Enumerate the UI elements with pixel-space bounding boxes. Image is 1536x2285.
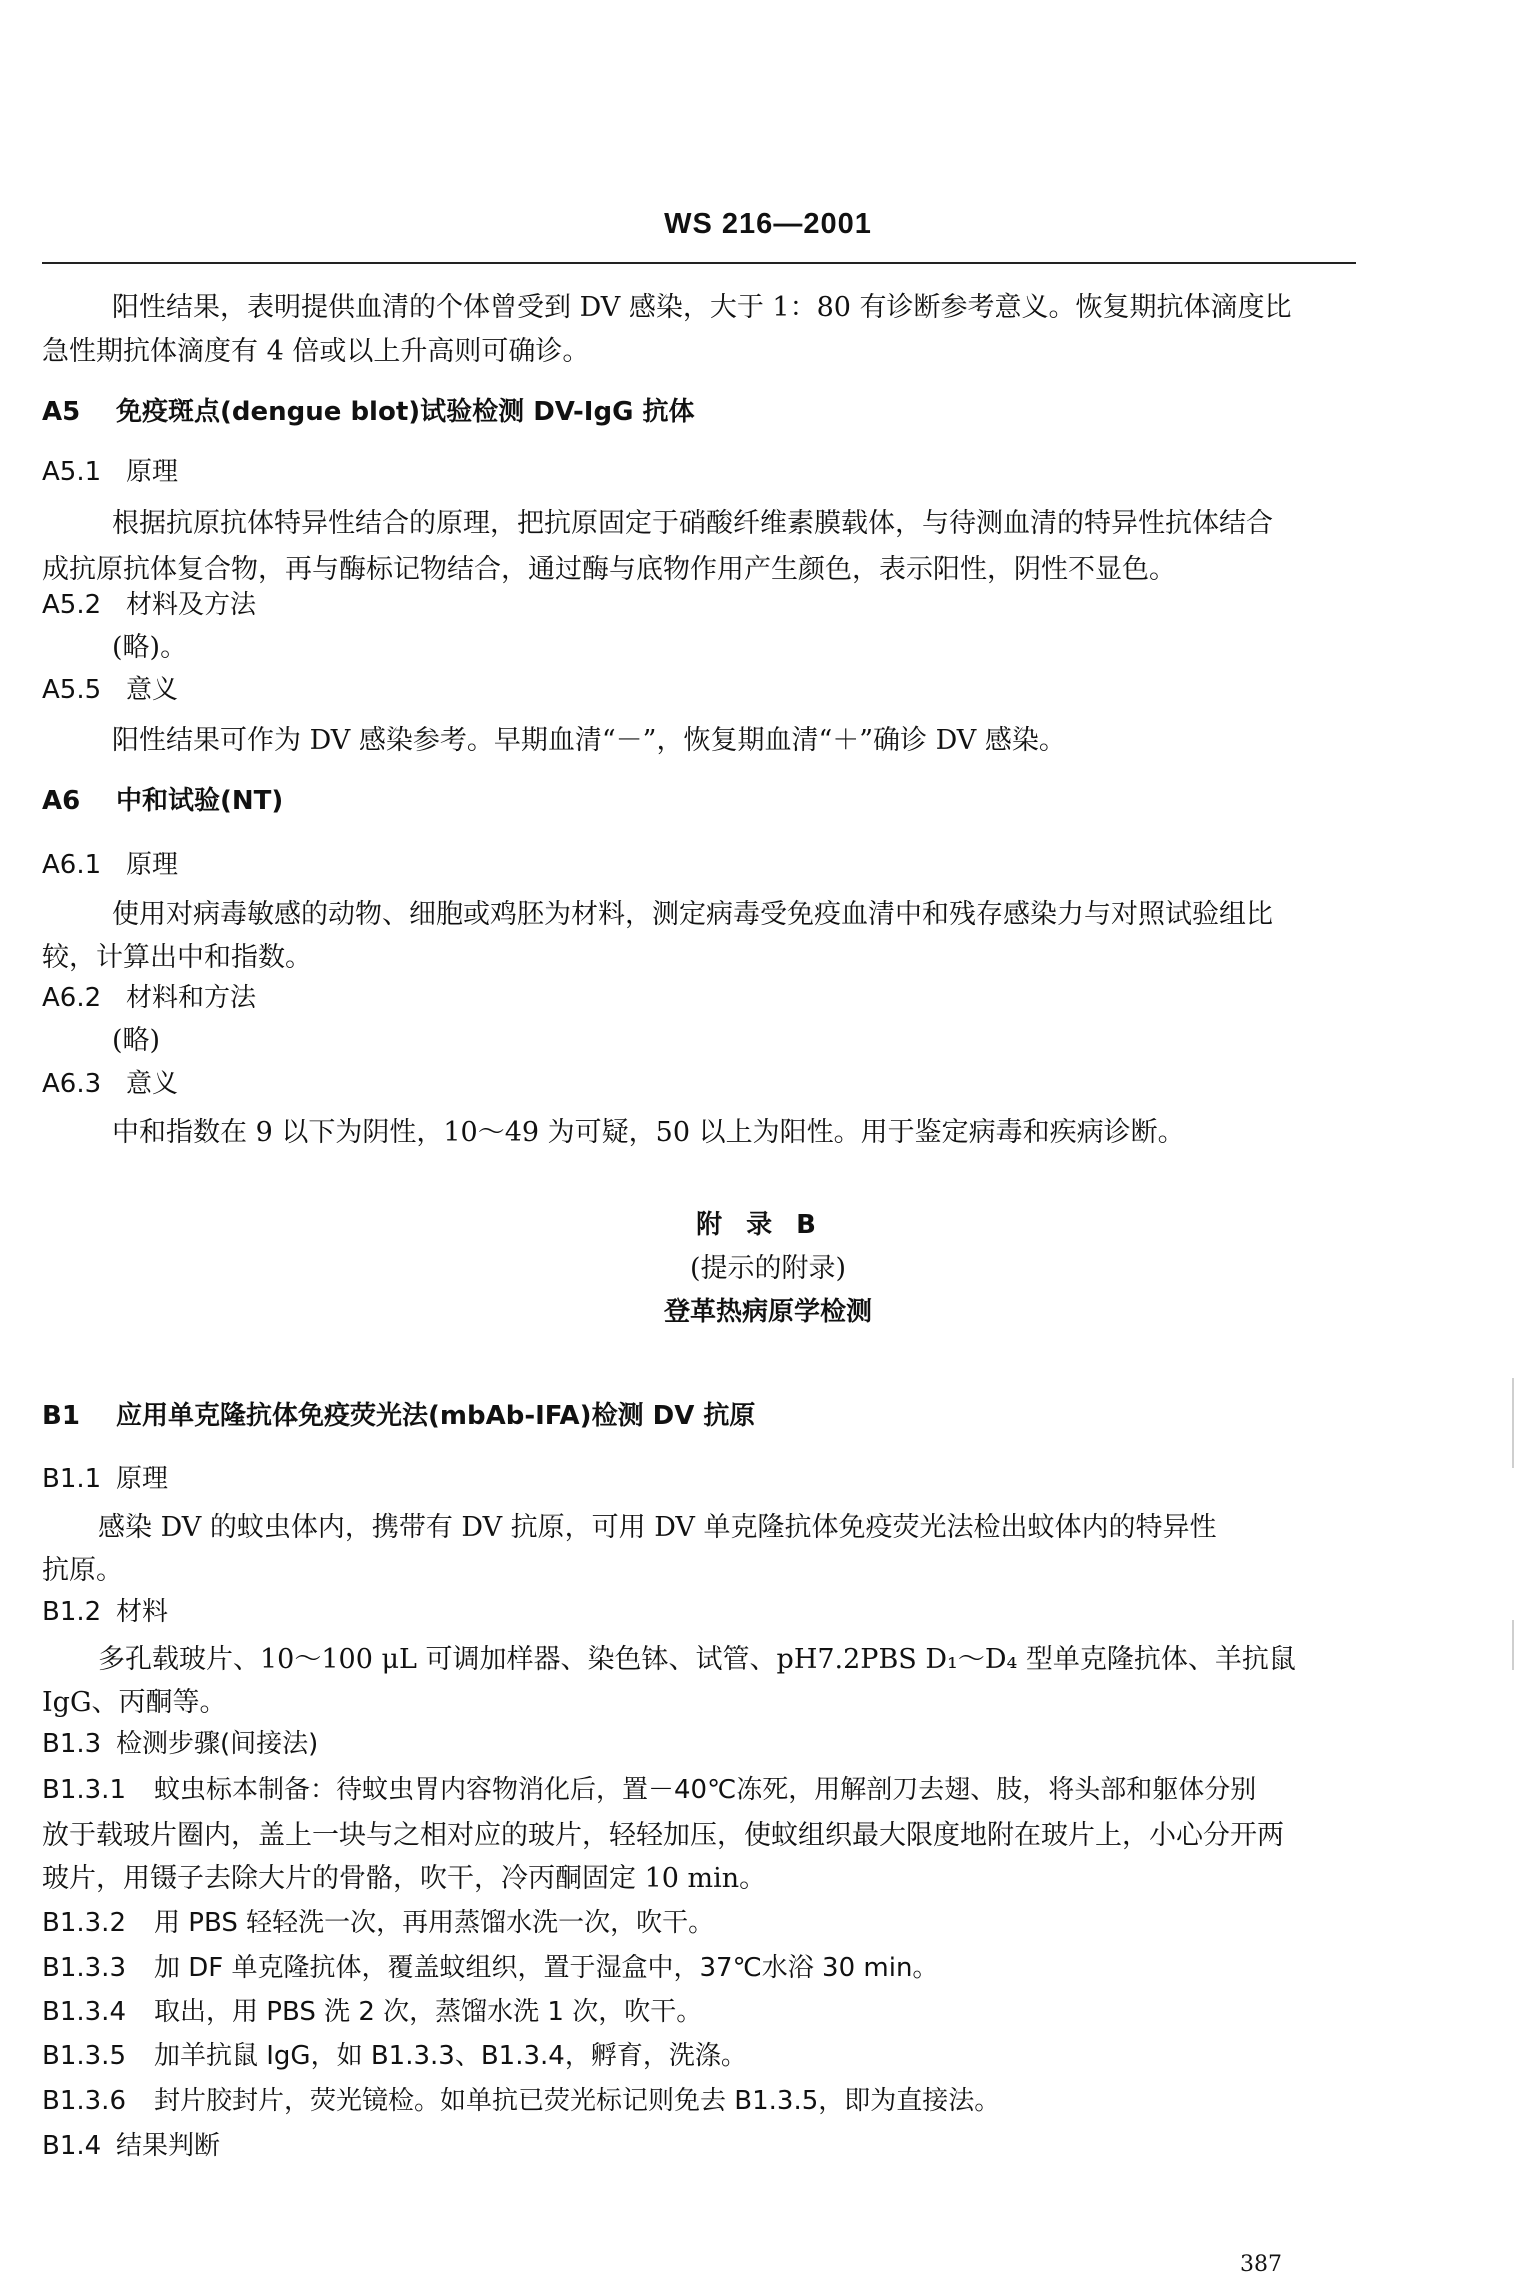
subsection-a5-1: [42, 454, 178, 490]
subsection-b1-1: [42, 1461, 168, 1497]
paragraph-line: 中和指数在 9 以下为阴性，10～49 为可疑，50 以上为阳性。用于鉴定病毒和疾病诊断。: [112, 1117, 1185, 1148]
subsection-title: 意义: [126, 675, 179, 705]
subsection-title: 结果判断: [116, 2131, 221, 2161]
paragraph-line: (略)。: [112, 632, 188, 663]
subsection-number: B1.3: [42, 1729, 102, 1759]
subsection-title: 原理: [126, 850, 179, 880]
subsection-a5-2: [42, 587, 256, 623]
step-b1-3-6: [42, 2083, 1000, 2119]
step-text: 用 PBS 轻轻洗一次，再用蒸馏水洗一次，吹干。: [154, 1908, 715, 1938]
paragraph-line: 较，计算出中和指数。: [42, 942, 312, 973]
section-heading-b1: [42, 1398, 755, 1434]
paragraph-line: 感染 DV 的蚊虫体内，携带有 DV 抗原，可用 DV 单克隆抗体免疫荧光法检出蚊体内的特异性: [98, 1512, 1217, 1543]
step-number: B1.3.3: [42, 1953, 126, 1983]
section-title: 应用单克隆抗体免疫荧光法(mbAb-IFA)检测 DV 抗原: [116, 1401, 756, 1431]
subsection-title: 意义: [126, 1069, 179, 1099]
paragraph-line: 玻片，用镊子去除大片的骨骼，吹干，冷丙酮固定 10 min。: [42, 1863, 767, 1894]
subsection-a5-5: [42, 672, 178, 708]
step-text: 加羊抗鼠 IgG，如 B1.3.3、B1.3.4，孵育，洗涤。: [154, 2041, 747, 2071]
paragraph-line: 成抗原抗体复合物，再与酶标记物结合，通过酶与底物作用产生颜色，表示阳性，阴性不显色。: [42, 554, 1176, 585]
subsection-a6-2: [42, 980, 256, 1016]
section-number: B1: [42, 1401, 80, 1431]
subsection-title: 材料和方法: [126, 983, 257, 1013]
step-number: B1.3.1: [42, 1775, 126, 1805]
header-rule: [42, 262, 1356, 264]
section-title: 免疫斑点(dengue blot)试验检测 DV-IgG 抗体: [116, 397, 695, 427]
step-number: B1.3.4: [42, 1997, 126, 2027]
paragraph-line: (略): [112, 1025, 161, 1056]
paragraph-line: 急性期抗体滴度有 4 倍或以上升高则可确诊。: [42, 336, 590, 367]
step-b1-3-2: [42, 1905, 714, 1941]
section-title: 中和试验(NT): [116, 786, 284, 816]
subsection-title: 材料及方法: [126, 590, 257, 620]
step-text: 封片胶封片，荧光镜检。如单抗已荧光标记则免去 B1.3.5，即为直接法。: [154, 2086, 1001, 2116]
step-number: B1.3.5: [42, 2041, 126, 2071]
subsection-a6-3: [42, 1066, 178, 1102]
appendix-title: 附录B: [696, 1210, 840, 1240]
step-b1-3-5: [42, 2038, 747, 2074]
subsection-number: A5.2: [42, 590, 102, 620]
paragraph-line: 根据抗原抗体特异性结合的原理，把抗原固定于硝酸纤维素膜载体，与待测血清的特异性抗体结合: [112, 508, 1273, 539]
paragraph-line: 抗原。: [42, 1555, 123, 1586]
section-number: A6: [42, 786, 81, 816]
subsection-title: 检测步骤(间接法): [116, 1729, 319, 1759]
paragraph-line: IgG、丙酮等。: [42, 1687, 227, 1718]
paragraph-line: 多孔载玻片、10～100 μL 可调加样器、染色钵、试管、pH7.2PBS D₁～D₄ 型单克隆抗体、羊抗鼠: [98, 1644, 1296, 1675]
subsection-number: B1.4: [42, 2131, 102, 2161]
subsection-title: 原理: [126, 457, 179, 487]
appendix-note: (提示的附录): [689, 1253, 847, 1284]
paragraph-line: 阳性结果可作为 DV 感染参考。早期血清“－”，恢复期血清“＋”确诊 DV 感染。: [112, 725, 1066, 756]
appendix-name: 登革热病原学检测: [663, 1297, 872, 1327]
subsection-number: A6.1: [42, 850, 102, 880]
step-text: 蚊虫标本制备：待蚊虫胃内容物消化后，置－40℃冻死，用解剖刀去翅、肢，将头部和躯体分别: [154, 1775, 1257, 1805]
section-heading-a5: [42, 394, 694, 430]
section-heading-a6: [42, 783, 283, 819]
step-b1-3-3: [42, 1950, 938, 1986]
step-text: 加 DF 单克隆抗体，覆盖蚊组织，置于湿盒中，37℃水浴 30 min。: [154, 1953, 939, 1983]
subsection-number: B1.1: [42, 1464, 102, 1494]
step-number: B1.3.2: [42, 1908, 126, 1938]
step-number: B1.3.6: [42, 2086, 126, 2116]
subsection-b1-3: [42, 1726, 318, 1762]
subsection-b1-4: [42, 2128, 220, 2164]
subsection-b1-2: [42, 1594, 168, 1630]
paragraph-line: 阳性结果，表明提供血清的个体曾受到 DV 感染，大于 1：80 有诊断参考意义。恢复期抗体滴度比: [112, 292, 1292, 323]
subsection-a6-1: [42, 847, 178, 883]
step-text: 取出，用 PBS 洗 2 次，蒸馏水洗 1 次，吹干。: [154, 1997, 703, 2027]
section-number: A5: [42, 397, 81, 427]
subsection-number: A6.3: [42, 1069, 102, 1099]
subsection-number: B1.2: [42, 1597, 102, 1627]
paragraph-line: 使用对病毒敏感的动物、细胞或鸡胚为材料，测定病毒受免疫血清中和残存感染力与对照试验组比: [112, 899, 1273, 930]
paragraph-line: 放于载玻片圈内，盖上一块与之相对应的玻片，轻轻加压，使蚊组织最大限度地附在玻片上，小心分开两: [42, 1820, 1284, 1851]
scan-edge-mark: [1512, 1620, 1514, 1670]
scan-edge-mark: [1512, 1378, 1514, 1468]
subsection-number: A5.1: [42, 457, 102, 487]
page-number: 387: [1240, 2252, 1282, 2277]
subsection-title: 原理: [116, 1464, 169, 1494]
doc-code-header: WS 216—2001: [664, 208, 872, 240]
subsection-number: A6.2: [42, 983, 102, 1013]
subsection-number: A5.5: [42, 675, 102, 705]
subsection-title: 材料: [116, 1597, 169, 1627]
step-b1-3-4: [42, 1994, 702, 2030]
step-b1-3-1: [42, 1772, 1256, 1808]
